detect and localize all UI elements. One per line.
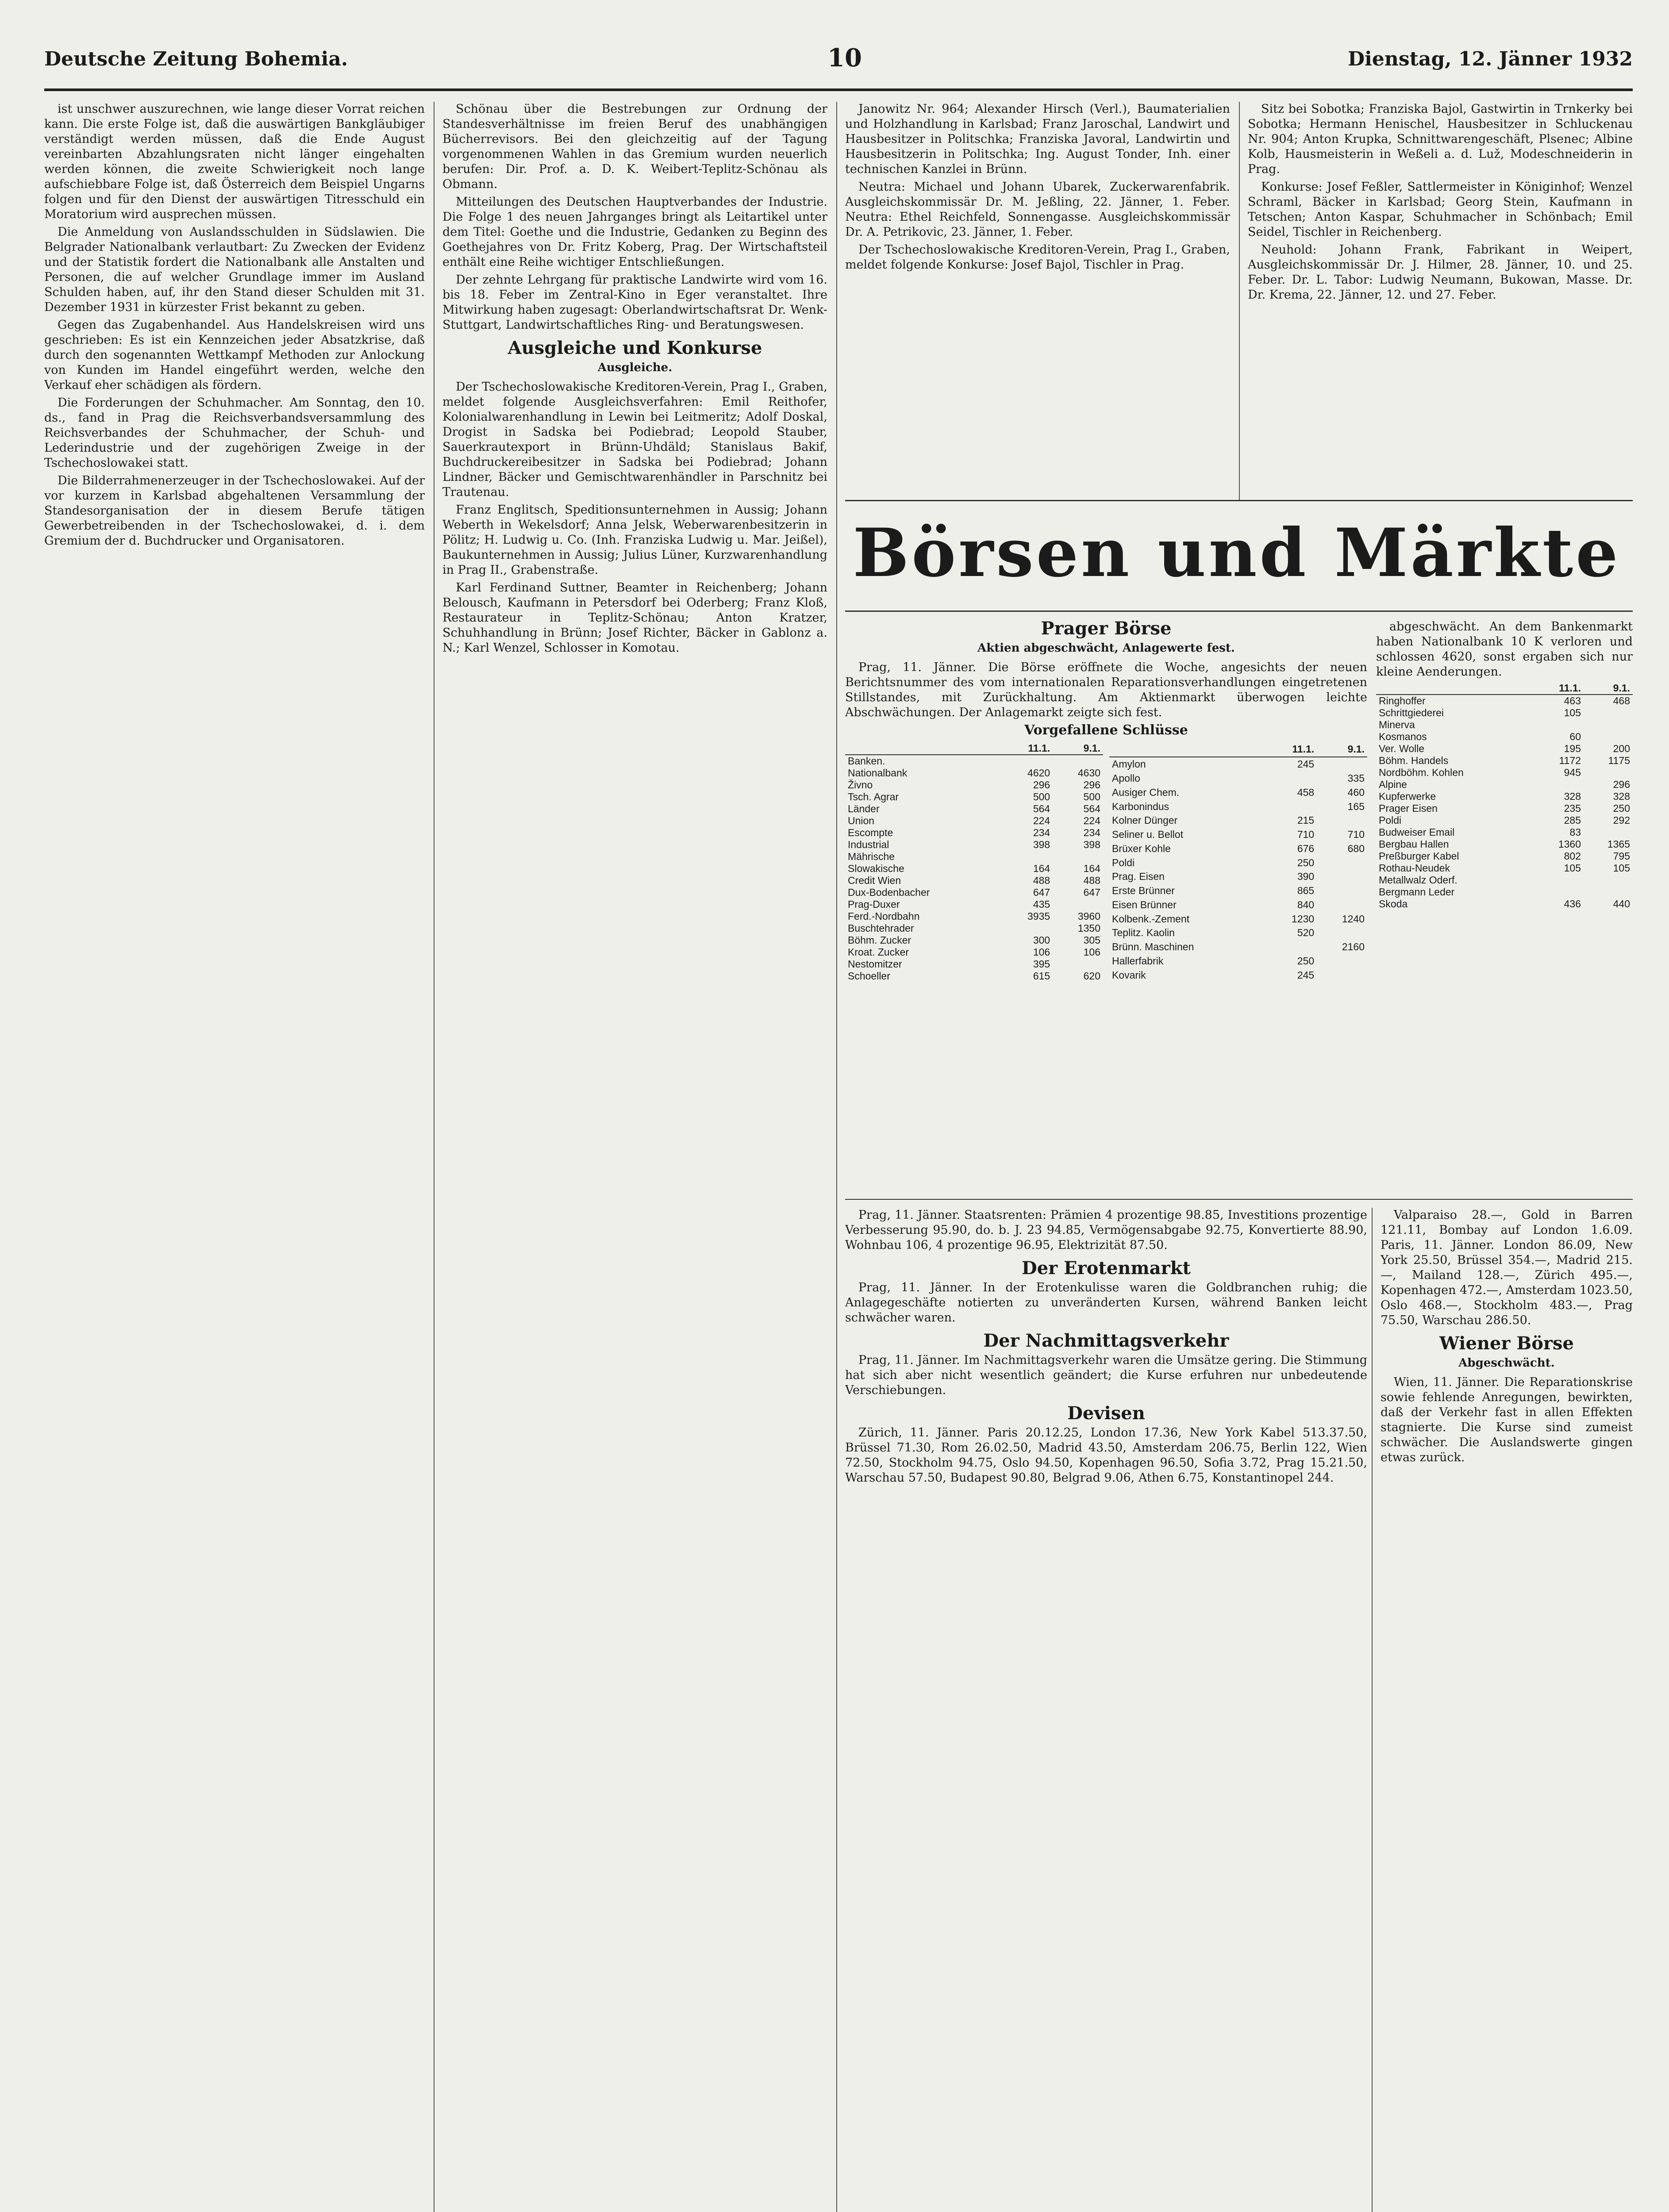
quote-value: 564 — [1033, 803, 1050, 814]
article-paragraph: abgeschwächt. An dem Bankenmarkt haben Nationalbank 10 K verloren und schlossen 4620, sonst ergaben sich nur kleine Aenderungen. — [1376, 620, 1633, 679]
security-name: Poldi — [1112, 856, 1135, 868]
quote-row — [1376, 695, 1633, 707]
lower-market-reports — [845, 1208, 1367, 2212]
security-name: Živno — [848, 779, 873, 791]
quote-value: 250 — [1613, 803, 1630, 814]
quotes-table — [1376, 682, 1633, 910]
quotes-column-header: 9.1. — [1053, 742, 1103, 755]
article-paragraph: Mitteilungen des Deutschen Hauptverbandes der Industrie. Die Folge 1 des neuen Jahrganges bringt als Leitartikel unter dem Titel: Goethe und die Industrie, Gedanken zu Beginn des Goethejahres von Dr. Fritz Koberg, Prag. Der Wirtschaftsteil enthält eine Reihe wichtiger Entschließungen. — [442, 195, 827, 269]
section-rule — [845, 611, 1633, 612]
column-4 — [1248, 102, 1633, 491]
section-subheading: Ausgleiche. — [597, 361, 673, 374]
quote-value: 164 — [1033, 863, 1050, 874]
column-1 — [44, 102, 425, 2212]
quote-value: 468 — [1613, 695, 1630, 707]
security-name: Kolbenk.-Zement — [1112, 913, 1190, 925]
quotes-header-row — [845, 742, 1103, 755]
quote-row — [1109, 786, 1367, 800]
quote-value: 395 — [1033, 958, 1050, 970]
quote-value: 865 — [1297, 885, 1315, 897]
quote-value: 83 — [1569, 826, 1581, 838]
column-rule — [1239, 102, 1240, 500]
security-name: Bergbau Hallen — [1379, 838, 1449, 850]
quote-value: 1230 — [1292, 913, 1315, 925]
quote-value: 710 — [1347, 829, 1365, 841]
quote-row — [1376, 862, 1633, 874]
quote-value: 328 — [1613, 791, 1630, 802]
security-name: Nationalbank — [848, 767, 908, 779]
quote-value — [1317, 954, 1367, 968]
quote-row — [845, 755, 1103, 767]
quotes-table — [1109, 742, 1367, 982]
quote-row — [845, 946, 1103, 958]
quote-value: 296 — [1033, 779, 1050, 791]
quote-value — [1534, 874, 1584, 886]
quote-value: 680 — [1347, 842, 1365, 854]
quote-row — [1109, 814, 1367, 828]
quote-value: 105 — [1564, 862, 1581, 874]
quote-row — [1376, 814, 1633, 826]
section-subheading: Aktien abgeschwächt, Anlagewerte fest. — [977, 641, 1235, 655]
quote-value — [1053, 851, 1103, 863]
quote-row — [845, 899, 1103, 910]
quote-value: 195 — [1564, 743, 1581, 754]
quote-value — [1317, 870, 1367, 884]
quote-value — [1584, 886, 1633, 898]
quote-value: 234 — [1033, 827, 1050, 838]
article-paragraph: Der Tschechoslowakische Kreditoren-Verein, Prag I., Graben, meldet folgende Konkurse: Josef Bajol, Tischler in Prag. — [845, 243, 1230, 272]
section-heading-devisen: Devisen — [1067, 1403, 1145, 1424]
quote-value — [1317, 968, 1367, 982]
article-paragraph: Die Forderungen der Schuhmacher. Am Sonntag, den 10. ds., fand in Prag die Reichsverbandsversammlung des Reichsverbandes der Schuhmacher, der Schuh- und Lederindustrie und der zugehörigen Zweige in der Tschechoslowakei statt. — [44, 396, 425, 470]
quote-row — [1109, 926, 1367, 940]
article-paragraph: Valparaiso 28.—, Gold in Barren 121.11, Bombay auf London 1.6.09. Paris, 11. Jänner. London 86.09, New York 25.50, Brüssel 354.—, Madrid 215.—, Mailand 128.—, Zürich 495.—, Kopenhagen 472.—, Amsterdam 1023.50, Oslo 468.—, Stockholm 483.—, Prag 75.50, Warschau 286.50. — [1381, 1208, 1633, 1327]
quote-value: 488 — [1083, 875, 1100, 886]
security-name: Kolner Dünger — [1112, 814, 1178, 826]
quote-row — [1109, 954, 1367, 968]
quote-value: 1360 — [1558, 838, 1581, 850]
security-name: Skoda — [1379, 898, 1408, 910]
quote-value: 4630 — [1077, 767, 1100, 779]
article-paragraph: Die Anmeldung von Auslandsschulden in Südslawien. Die Belgrader Nationalbank verlautbart: Zu Zwecken der Evidenz und der Statistik fordert die Nationalbank alle Anstalten und Personen, die auf welcher Grundlage immer im Ausland Schulden haben, auf, ihr den Stand dieser Schulden mit 31. Dezember 1931 in kürzester Frist bekannt zu geben. — [44, 225, 425, 314]
quote-value: 328 — [1564, 791, 1581, 802]
quote-value: 564 — [1083, 803, 1100, 814]
quote-row — [1109, 898, 1367, 912]
quote-row — [845, 970, 1103, 982]
quote-value: 224 — [1083, 815, 1100, 826]
quote-row — [1109, 757, 1367, 772]
article-paragraph: Schönau über die Bestrebungen zur Ordnung der Standesverhältnisse im freien Beruf des unabhängigen Bücherrevisors. Bei den gleichzeitig auf der Tagung vorgenommenen Wahlen in das Gremium wurden neuerlich berufen: Dir. Prof. a. D. K. Weibert-Teplitz-Schönau als Obmann. — [442, 102, 827, 191]
quote-value: 1172 — [1559, 755, 1581, 766]
quotes-tables — [845, 742, 1367, 982]
security-name: Böhm. Handels — [1379, 755, 1449, 766]
quote-row — [1376, 719, 1633, 731]
security-name: Dux-Bodenbacher — [848, 887, 930, 898]
quote-row — [1109, 799, 1367, 814]
quote-row — [1109, 841, 1367, 856]
section-subheading: Abgeschwächt. — [1458, 1356, 1555, 1370]
quote-row — [1376, 898, 1633, 910]
quotes-column-header: 9.1. — [1584, 682, 1633, 695]
paper-name: Deutsche Zeitung Bohemia. — [44, 48, 348, 70]
quote-value — [1053, 958, 1103, 970]
quote-row — [1376, 874, 1633, 886]
quote-value: 802 — [1564, 850, 1581, 862]
security-name: Metallwalz Oderf. — [1379, 874, 1457, 886]
page-number: 10 — [827, 43, 862, 73]
security-name: Brünn. Maschinen — [1112, 941, 1194, 952]
quote-value: 436 — [1564, 898, 1581, 910]
quote-row — [845, 827, 1103, 839]
quote-row — [845, 958, 1103, 970]
section-heading-ausgleiche: Ausgleiche und Konkurse — [508, 338, 762, 358]
quote-row — [1109, 940, 1367, 954]
article-paragraph: Janowitz Nr. 964; Alexander Hirsch (Verl.), Baumaterialien und Holzhandlung in Karlsbad; Franz Jaroschal, Landwirt und Hausbesitzer in Politschka; Franziska Javoral, Landwirtin und Hausbesitzerin in Politschka; Ing. August Tonder, Inh. einer technischen Kanzlei in Brünn. — [845, 102, 1230, 176]
security-name: Banken. — [848, 755, 885, 767]
quote-row — [845, 863, 1103, 875]
quote-row — [845, 851, 1103, 863]
quote-row — [1376, 826, 1633, 838]
quote-value: 840 — [1297, 899, 1315, 910]
quote-value — [1317, 898, 1367, 912]
quote-value: 105 — [1613, 862, 1630, 874]
markets-heading: Börsen und Märkte — [853, 514, 1621, 592]
security-name: Tsch. Agrar — [848, 791, 899, 803]
quote-value: 215 — [1297, 814, 1315, 826]
column-rule — [434, 102, 435, 2212]
quote-value: 1365 — [1607, 838, 1630, 850]
article-paragraph: Sitz bei Sobotka; Franziska Bajol, Gastwirtin in Trnkerky bei Sobotka; Hermann Henischel, Hausbesitzer in Schluckenau Nr. 904; Anton Krupka, Schnittwarengeschäft, Plsenec; Albine Kolb, Hausmeisterin in Weßeli a. d. Luž, Modeschneiderin in Prag. — [1248, 102, 1633, 176]
newspaper-page — [44, 40, 1633, 2212]
security-name: Alpine — [1379, 779, 1407, 790]
security-name: Poldi — [1379, 814, 1402, 826]
quote-row — [1376, 731, 1633, 743]
security-name: Preßburger Kabel — [1379, 850, 1459, 862]
article-paragraph: ist unschwer auszurechnen, wie lange dieser Vorrat reichen kann. Die erste Folge ist, daß die auswärtigen Bankgläubiger verständigt werden müssen, daß die Ende August vereinbarten Abzahlungsraten nicht länger eingehalten werden können, die zweite Schwierigkeit noch lange aufschiebbare Folge ist, daß Österreich dem Beispiel Ungarns folgen und für den Dienst der auswärtigen Titresschuld ein Moratorium wird ausprechen müssen. — [44, 102, 425, 221]
security-name: Schrittgiederei — [1379, 707, 1444, 718]
quotes-header-row — [1376, 682, 1633, 695]
quote-row — [845, 815, 1103, 827]
article-paragraph: Der Tschechoslowakische Kreditoren-Verein, Prag I., Graben, meldet folgende Ausgleichsverfahren: Emil Reithofer, Kolonialwarenhandlung in Lewin bei Leitmeritz; Adolf Doskal, Drogist in Sadska bei Podiebrad; Leopold Stauber, Sauerkrautexport in Brünn-Uhdäld; Stanislaus Bakif, Buchdruckereibesitzer in Sadska bei Podiebrad; Johann Lindner, Bäcker und Gemischtwarenhändler in Parschnitz bei Trautenau. — [442, 380, 827, 499]
quote-row — [845, 791, 1103, 803]
quote-value: 300 — [1033, 934, 1050, 946]
quote-row — [845, 767, 1103, 779]
lower-right-reports — [1381, 1208, 1633, 2212]
quote-value: 285 — [1564, 814, 1581, 826]
article-paragraph: Prag, 11. Jänner. Staatsrenten: Prämien 4 prozentige 98.85, Investitions prozentige Verbesserung 95.90, do. b. J. 23 94.85, Vermögensabgabe 92.75, Konvertierte 88.90, Wohnbau 106, 4 prozentige 96.95, Elektrizität 87.50. — [845, 1208, 1367, 1252]
security-name: Budweiser Email — [1379, 826, 1455, 838]
column-rule — [1372, 1208, 1373, 2212]
article-paragraph: Neuhold: Johann Frank, Fabrikant in Weipert, Ausgleichskommissär Dr. J. Hilmer, 28. Jänner, 10. und 25. Feber. Dr. L. Tabor: Ludwig Neumann, Bukowan, Masse. Dr. Dr. Krema, 22. Jänner, 12. und 27. Feber. — [1248, 243, 1633, 302]
section-rule — [845, 1199, 1633, 1200]
quote-value: 335 — [1347, 772, 1365, 784]
quote-row — [845, 887, 1103, 899]
security-name: Erste Brünner — [1112, 885, 1175, 897]
security-name: Ferd.-Nordbahn — [848, 910, 920, 922]
quote-value: 390 — [1297, 871, 1315, 883]
quote-value: 234 — [1083, 827, 1100, 838]
quote-value: 945 — [1564, 767, 1581, 778]
quote-value — [1002, 851, 1053, 863]
quote-value: 620 — [1083, 970, 1100, 982]
security-name: Ringhoffer — [1379, 695, 1426, 707]
quote-row — [1376, 791, 1633, 803]
column-3 — [845, 102, 1230, 491]
quote-value — [1584, 731, 1633, 743]
quote-value: 106 — [1033, 946, 1050, 958]
security-name: Brüxer Kohle — [1112, 842, 1171, 854]
security-name: Kroat. Zucker — [848, 946, 909, 958]
quote-row — [1109, 828, 1367, 842]
article-paragraph: Gegen das Zugabenhandel. Aus Handelskreisen wird uns geschrieben: Es ist ein Kennzeichen jeder Absatzkrise, daß durch den sogenannten Wettkampf Methoden zur Anlockung von Kunden im Handel eingeführt werden, welche den Verkauf eher schädigen als fördern. — [44, 318, 425, 392]
security-name: Minerva — [1379, 719, 1415, 730]
prager-boerse — [845, 619, 1367, 1190]
quote-value — [1266, 940, 1317, 954]
quote-value — [1584, 826, 1633, 838]
column-rule — [836, 102, 837, 2212]
quotes-column-header — [1109, 742, 1266, 757]
quote-value: 3960 — [1077, 910, 1100, 922]
quote-value: 435 — [1033, 899, 1050, 910]
masthead — [44, 40, 1633, 91]
security-name: Bergmann Leder — [1379, 886, 1455, 898]
quotes-column-header: 11.1. — [1534, 682, 1584, 695]
article-paragraph: Zürich, 11. Jänner. Paris 20.12.25, London 17.36, New York Kabel 513.37.50, Brüssel 71.30, Rom 26.02.50, Madrid 43.50, Amsterdam 206.75, Berlin 122, Wien 72.50, Stockholm 94.75, Oslo 94.50, Kopenhagen 96.50, Sofia 3.72, Prag 15.21.50, Warschau 57.50, Budapest 90.80, Belgrad 9.06, Athen 6.75, Konstantinopel 244. — [845, 1426, 1367, 1485]
quote-value — [1053, 755, 1103, 767]
quote-value: 4620 — [1027, 767, 1050, 779]
article-paragraph: Franz Englitsch, Speditionsunternehmen in Aussig; Johann Weberth in Wekelsdorf; Anna Jelsk, Weberwarenbesitzerin in Pölitz; H. Ludwig u. Co. (Inh. Franziska Ludwig u. Mar. Jeißel), Baukunternehmen in Aussig; Julius Lüner, Kurzwarenhandlung in Prag II., Grabenstraße. — [442, 503, 827, 577]
security-name: Kovarik — [1112, 969, 1146, 981]
section-heading-wiener-boerse: Wiener Börse — [1439, 1333, 1574, 1354]
security-name: Böhm. Zucker — [848, 934, 911, 946]
security-name: Industrial — [848, 839, 889, 850]
quote-value — [1584, 767, 1633, 779]
quote-row — [1109, 870, 1367, 884]
quotes-column-header: 9.1. — [1317, 742, 1367, 757]
issue-date: Dienstag, 12. Jänner 1932 — [1348, 48, 1633, 70]
quote-row — [1109, 968, 1367, 982]
quote-value: 520 — [1297, 927, 1315, 939]
quote-value: 245 — [1297, 758, 1315, 770]
quote-value: 2160 — [1342, 941, 1365, 952]
column-2 — [442, 102, 827, 2212]
security-name: Credit Wien — [848, 875, 901, 886]
quote-value: 500 — [1033, 791, 1050, 803]
security-name: Nordböhm. Kohlen — [1379, 767, 1464, 778]
section-heading-prager-boerse: Prager Börse — [1041, 619, 1172, 639]
quote-row — [845, 875, 1103, 887]
security-name: Rothau-Neudek — [1379, 862, 1450, 874]
security-name: Apollo — [1112, 772, 1140, 784]
quote-row — [845, 922, 1103, 934]
section-heading-erotenmarkt: Der Erotenmarkt — [1022, 1258, 1191, 1279]
security-name: Eisen Brünner — [1112, 899, 1177, 910]
security-name: Escompte — [848, 827, 893, 838]
security-name: Schoeller — [848, 970, 890, 982]
article-paragraph: Konkurse: Josef Feßler, Sattlermeister in Königinhof; Wenzel Schraml, Bäcker in Karlsbad; Georg Stein, Kaufmann in Tetschen; Anton Kaspar, Schuhmacher in Schönbach; Emil Seidel, Tischler in Reichenberg. — [1248, 180, 1633, 239]
security-name: Prag. Eisen — [1112, 871, 1165, 883]
quote-value: 710 — [1297, 829, 1315, 841]
quote-row — [845, 803, 1103, 815]
quote-value: 795 — [1613, 850, 1630, 862]
quote-value: 235 — [1564, 803, 1581, 814]
quote-value — [1266, 772, 1317, 786]
quotes-column-header: 11.1. — [1266, 742, 1317, 757]
security-name: Kupferwerke — [1379, 791, 1436, 802]
quote-row — [1376, 779, 1633, 791]
quotes-table — [845, 742, 1103, 982]
security-name: Prag-Duxer — [848, 899, 900, 910]
quote-row — [1376, 803, 1633, 814]
quote-value — [1584, 874, 1633, 886]
quote-value: 296 — [1613, 779, 1630, 790]
quote-value: 647 — [1083, 887, 1100, 898]
quote-value — [1266, 799, 1317, 814]
quotes-column-header: 11.1. — [1002, 742, 1053, 755]
article-paragraph: Der zehnte Lehrgang für praktische Landwirte wird vom 16. bis 18. Feber im Zentral-Kino in Eger veranstaltet. Ihre Mitwirkung haben zugesagt: Oberlandwirtschaftsrat Dr. Wenk-Stuttgart, Landwirtschaftliches Ring- und Beratungswesen. — [442, 273, 827, 332]
quote-row — [1376, 886, 1633, 898]
quote-row — [845, 779, 1103, 791]
quote-row — [1376, 707, 1633, 719]
security-name: Prager Eisen — [1379, 803, 1438, 814]
quote-row — [1376, 767, 1633, 779]
article-paragraph: Prag, 11. Jänner. Die Börse eröffnete die Woche, angesichts der neuen Berichtsnummer des vom internationalen Reparationsverhandlungen eingetretenen Stillstandes, mit Zurückhaltung. Am Aktienmarkt überwogen leichte Abschwächungen. Der Anlagemarkt zeigte sich fest. — [845, 661, 1367, 719]
quote-value: 296 — [1083, 779, 1100, 791]
security-name: Hallerfabrik — [1112, 955, 1164, 967]
quote-value: 460 — [1347, 786, 1365, 798]
quote-value — [1317, 926, 1367, 940]
quote-value — [1534, 886, 1584, 898]
quote-value: 1175 — [1608, 755, 1630, 766]
article-paragraph: Prag, 11. Jänner. In der Erotenkulisse waren die Goldbranchen ruhig; die Anlagegeschäfte notierten zu unveränderten Kursen, während Banken leicht schwächer waren. — [845, 1281, 1367, 1325]
security-name: Teplitz. Kaolin — [1112, 927, 1175, 939]
quote-value — [1317, 814, 1367, 828]
quote-value: 250 — [1297, 856, 1315, 868]
quotes-column-header — [1376, 682, 1534, 695]
security-name: Slowakische — [848, 863, 904, 874]
quote-value: 250 — [1297, 955, 1315, 967]
quote-value — [1534, 779, 1584, 791]
quote-value: 106 — [1083, 946, 1100, 958]
quote-value: 105 — [1564, 707, 1581, 718]
prager-boerse-right — [1376, 619, 1633, 1190]
quotes-header-row — [1109, 742, 1367, 757]
quote-value: 292 — [1613, 814, 1630, 826]
quote-value: 398 — [1083, 839, 1100, 850]
quote-row — [1376, 755, 1633, 767]
quote-value: 1350 — [1077, 922, 1100, 934]
quote-value: 500 — [1083, 791, 1100, 803]
section-rule — [845, 500, 1633, 501]
quote-row — [1376, 743, 1633, 755]
section-heading-nachmittagsverkehr: Der Nachmittagsverkehr — [983, 1330, 1229, 1351]
quote-value — [1584, 719, 1633, 731]
quote-value: 398 — [1033, 839, 1050, 850]
quote-value — [1534, 719, 1584, 731]
security-name: Seliner u. Bellot — [1112, 829, 1184, 841]
quotes-column-header — [845, 742, 1002, 755]
article-paragraph: Wien, 11. Jänner. Die Reparationskrise sowie fehlende Anregungen, bewirkten, daß der Verkehr fast in allen Effekten stagnierte. Die Kurse sind zumeist schwächer. Die Auslandswerte gingen etwas zurück. — [1381, 1375, 1633, 1464]
quote-row — [1109, 912, 1367, 926]
quote-value: 1240 — [1342, 913, 1365, 925]
quote-row — [1109, 884, 1367, 898]
quote-value: 488 — [1033, 875, 1050, 886]
security-name: Ver. Wolle — [1379, 743, 1425, 754]
quote-value: 200 — [1613, 743, 1630, 754]
security-name: Union — [848, 815, 875, 826]
quote-value — [1002, 755, 1053, 767]
quote-value — [1317, 856, 1367, 870]
quote-value: 440 — [1613, 898, 1630, 910]
quote-row — [845, 910, 1103, 922]
quote-value: 463 — [1564, 695, 1581, 707]
quote-value — [1002, 922, 1053, 934]
quote-value — [1317, 757, 1367, 772]
quote-value: 305 — [1083, 934, 1100, 946]
quote-value: 458 — [1297, 786, 1315, 798]
quote-row — [1376, 850, 1633, 862]
quote-value — [1584, 707, 1633, 719]
quote-value: 164 — [1083, 863, 1100, 874]
article-paragraph: Prag, 11. Jänner. Im Nachmittagsverkehr waren die Umsätze gering. Die Stimmung hat sich aber nicht wesentlich geändert; die Kurse erfuhren nur unbedeutende Verschiebungen. — [845, 1353, 1367, 1397]
quote-row — [845, 839, 1103, 851]
article-paragraph: Neutra: Michael und Johann Ubarek, Zuckerwarenfabrik. Ausgleichskommissär Dr. M. Jeßling, 22. Jänner, 1. Feber. Neutra: Ethel Reichfeld, Sonnengasse. Ausgleichskommissär Dr. A. Petrikovic, 23. Jänner, 1. Feber. — [845, 180, 1230, 239]
security-name: Karbonindus — [1112, 800, 1169, 812]
quote-value: 165 — [1347, 800, 1365, 812]
article-paragraph: Karl Ferdinand Suttner, Beamter in Reichenberg; Johann Belousch, Kaufmann in Petersdorf bei Oderberg; Franz Kloß, Restaurateur in Teplitz-Schönau; Anton Kratzer, Schuhhandlung in Brünn; Josef Richter, Bäcker in Gablonz a. N.; Karl Wenzel, Schlosser in Komotau. — [442, 581, 827, 655]
quote-row — [845, 934, 1103, 946]
closed-trades-heading: Vorgefallene Schlüsse — [1024, 722, 1188, 738]
security-name: Nestomitzer — [848, 958, 902, 970]
quote-value — [1317, 884, 1367, 898]
quote-value: 3935 — [1027, 910, 1050, 922]
quote-value: 245 — [1297, 969, 1315, 981]
article-paragraph: Die Bilderrahmenerzeuger in der Tschechoslowakei. Auf der vor kurzem in Karlsbad abgehaltenen Versammlung der Standesorganisation der in diesem Berufe tätigen Gewerbetreibenden in der Tschechoslowakei, d. i. dem Gremium der d. Buchdrucker und Organisatoren. — [44, 474, 425, 548]
security-name: Ausiger Chem. — [1112, 786, 1180, 798]
quote-value: 615 — [1033, 970, 1050, 982]
security-name: Mährische — [848, 851, 895, 862]
security-name: Buschtehrader — [848, 922, 914, 934]
quote-row — [1109, 772, 1367, 786]
quote-value: 60 — [1569, 731, 1581, 742]
quote-value: 647 — [1033, 887, 1050, 898]
security-name: Kosmanos — [1379, 731, 1427, 742]
quote-value: 224 — [1033, 815, 1050, 826]
quote-row — [1109, 856, 1367, 870]
quote-value — [1053, 899, 1103, 910]
quote-value: 676 — [1297, 842, 1315, 854]
security-name: Länder — [848, 803, 880, 814]
quote-row — [1376, 838, 1633, 850]
security-name: Amylon — [1112, 758, 1146, 770]
